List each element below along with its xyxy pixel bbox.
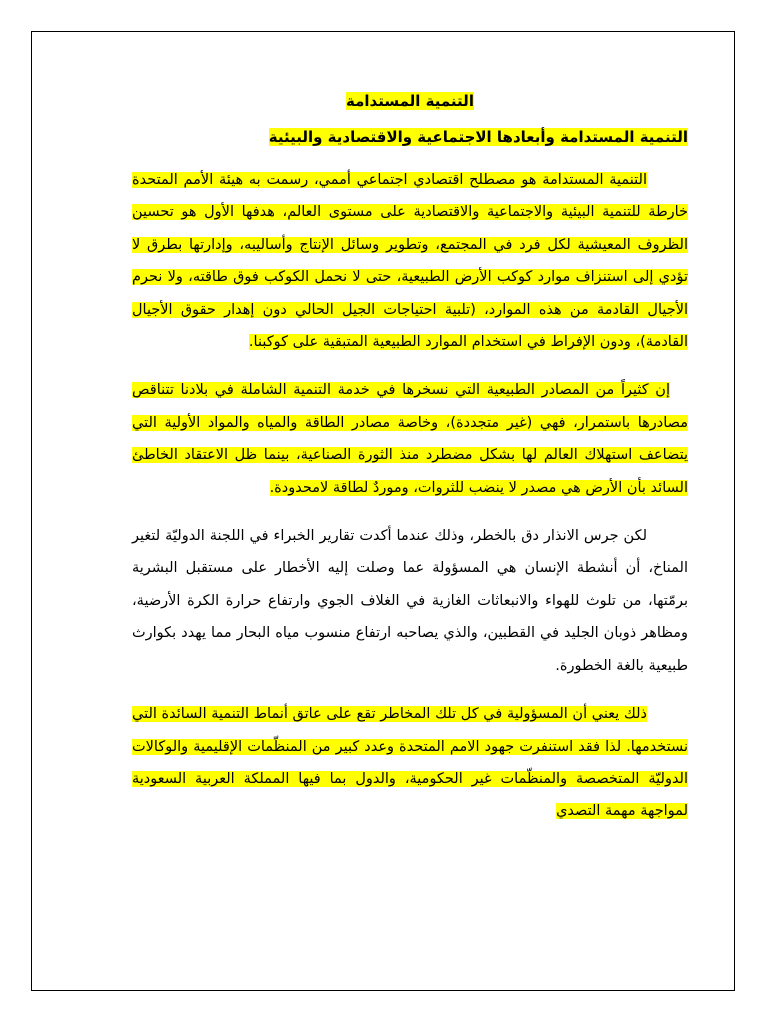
paragraph-4 xyxy=(132,698,688,828)
document-subtitle xyxy=(132,125,688,149)
document-body xyxy=(132,89,688,844)
document-title-text: التنمية المستدامة xyxy=(346,92,474,110)
paragraph-1-text: التنمية المستدامة هو مصطلح اقتصادي اجتماعي أممي، رسمت به هيئة الأمم المتحدة خارطة للتنمية البيئية والاجتماعية والاقتصادية على مستوى العالم، هدفها الأول هو تحسين الظروف المعيشية لكل فرد في المجتمع، وتطوير وسائل الإنتاج وأساليبه، وإدارتها بطرق لا تؤدي إلى استنزاف موارد كوكب الأرض الطبيعية، حتى لا نحمل الكوكب فوق طاقته، ولا نحرم الأجيال القادمة من هذه الموارد، (تلبية احتياجات الجيل الحالي دون إهدار حقوق الأجيال القادمة)، ودون الإفراط في استخدام الموارد الطبيعية المتبقية على كوكبنا. xyxy=(132,172,688,351)
paragraph-3 xyxy=(132,520,688,682)
paragraph-2 xyxy=(132,374,688,504)
document-page xyxy=(31,31,735,991)
paragraph-3-text: لكن جرس الانذار دق بالخطر، وذلك عندما أكدت تقارير الخبراء في اللجنة الدوليّة لتغير المناخ، أن أنشطة الإنسان هي المسؤولة عما وصلت إليه الأخطار على مستقبل البشرية برمّتها، من تلوث للهواء والانبعاثات الغازية في الغلاف الجوي وارتفاع حرارة الكرة الأرضية، ومظاهر ذوبان الجليد في القطبين، والذي يصاحبه ارتفاع منسوب مياه البحار مما يهدد بكوارث طبيعية بالغة الخطورة. xyxy=(132,528,688,674)
paragraph-4-text: ذلك يعني أن المسؤولية في كل تلك المخاطر تقع على عاتق أنماط التنمية السائدة التي نستخدمها. لذا فقد استنفرت جهود الامم المتحدة وعدد كبير من المنظّمات الإقليمية والوكالات الدوليّة المتخصصة والمنظّمات غير الحكومية، والدول بما فيها المملكة العربية السعودية لمواجهة مهمة التصدي xyxy=(132,706,688,820)
document-title xyxy=(132,89,688,113)
document-subtitle-text: التنمية المستدامة وأبعادها الاجتماعية والاقتصادية والبيئية xyxy=(268,128,688,146)
paragraph-1 xyxy=(132,164,688,358)
paragraph-2-text: إن كثيراً من المصادر الطبيعية التي نسخرها في خدمة التنمية الشاملة في بلادنا تتناقص مصادرها باستمرار، فهي (غير متجددة)، وخاصة مصادر الطاقة والمياه والمواد الأولية التي يتضاعف استهلاك العالم لها بشكل مضطرد منذ الثورة الصناعية، بينما ظل الاعتقاد الخاطئ السائد بأن الأرض هي مصدر لا ينضب للثروات، وموردٌ لطاقة لامحدودة. xyxy=(132,382,688,496)
